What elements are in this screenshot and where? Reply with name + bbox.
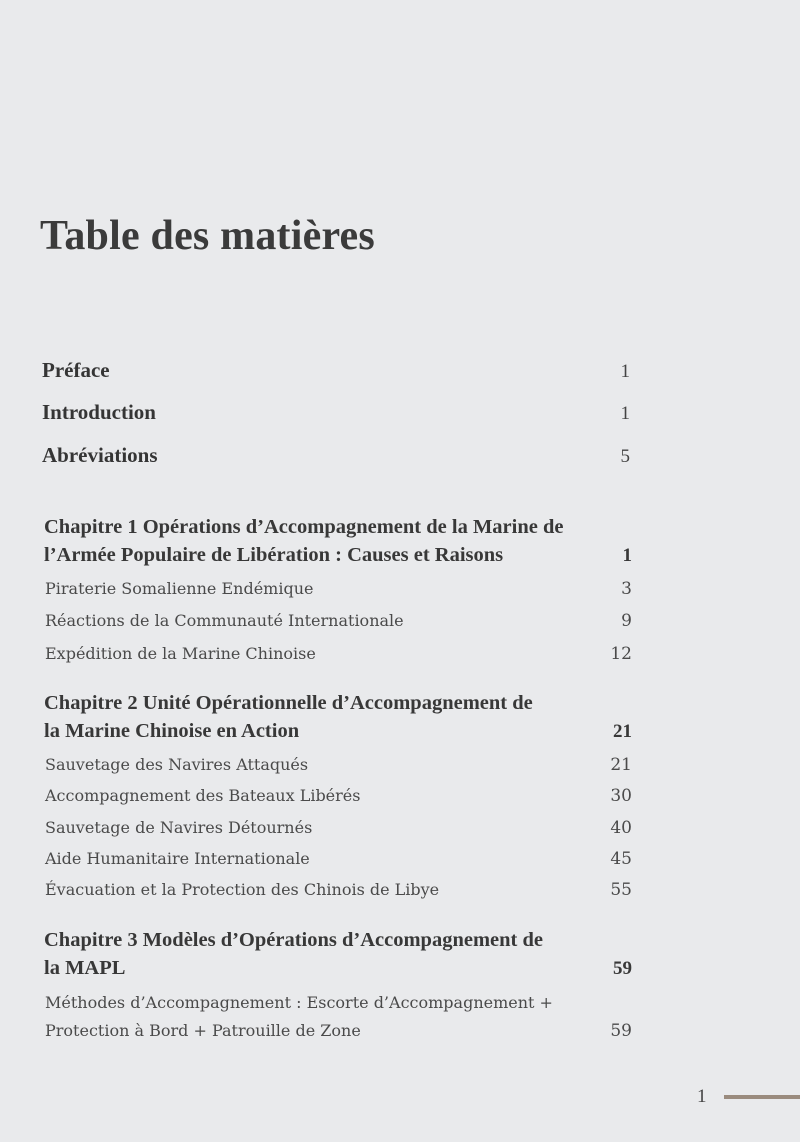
toc-chapter-1[interactable] (44, 513, 632, 570)
toc-section[interactable] (45, 818, 632, 838)
toc-entry-page: 1 (620, 403, 630, 424)
toc-entry-label: Préface (42, 358, 110, 382)
toc-section[interactable] (45, 644, 632, 664)
chapter-heading-line2: la Marine Chinoise en Action (44, 720, 300, 742)
chapter-heading-line1: Chapitre 1 Opérations d’Accompagnement de la Marine de (44, 516, 564, 538)
section-label: Sauvetage de Navires Détournés (45, 818, 313, 837)
page-title: Table des matières (40, 213, 375, 259)
section-label: Piraterie Somalienne Endémique (45, 579, 314, 598)
section-page: 55 (610, 880, 632, 900)
toc-entry-abreviations[interactable] (42, 443, 630, 468)
toc-section[interactable] (45, 989, 632, 1045)
section-label: Évacuation et la Protection des Chinois de Libye (45, 880, 440, 899)
chapter-page: 1 (622, 545, 632, 566)
page-number: 1 (697, 1086, 707, 1107)
toc-section[interactable] (45, 786, 632, 806)
toc-entry-preface[interactable] (42, 358, 630, 383)
section-page: 40 (610, 818, 632, 838)
section-page: 9 (621, 611, 632, 631)
toc-entry-page: 5 (620, 446, 630, 467)
chapter-heading-line1: Chapitre 2 Unité Opérationnelle d’Accompagnement de (44, 692, 533, 714)
toc-entry-label: Abréviations (42, 443, 158, 467)
section-page: 59 (610, 1021, 632, 1041)
chapter-heading-line1: Chapitre 3 Modèles d’Opérations d’Accompagnement de (44, 929, 543, 951)
toc-entry-page: 1 (620, 361, 630, 382)
chapter-page: 59 (613, 958, 632, 979)
chapter-heading-line2: la MAPL (44, 957, 126, 979)
section-label: Réactions de la Communauté Internationale (45, 611, 404, 630)
section-label: Accompagnement des Bateaux Libérés (45, 786, 361, 805)
toc-section[interactable] (45, 579, 632, 599)
section-page: 3 (621, 579, 632, 599)
toc-chapter-2[interactable] (44, 689, 632, 746)
toc-section[interactable] (45, 611, 632, 631)
section-page: 12 (610, 644, 632, 664)
section-label-line1: Méthodes d’Accompagnement : Escorte d’Accompagnement + (45, 993, 553, 1012)
chapter-page: 21 (613, 721, 632, 742)
footer-decorative-bar (724, 1095, 800, 1099)
toc-entry-label: Introduction (42, 400, 156, 424)
toc-section[interactable] (45, 880, 632, 900)
toc-entry-introduction[interactable] (42, 400, 630, 425)
section-page: 30 (610, 786, 632, 806)
section-label: Aide Humanitaire Internationale (45, 849, 310, 868)
section-label: Expédition de la Marine Chinoise (45, 644, 316, 663)
section-label: Sauvetage des Navires Attaqués (45, 755, 309, 774)
section-page: 45 (610, 849, 632, 869)
toc-section[interactable] (45, 849, 632, 869)
section-label-line2: Protection à Bord + Patrouille de Zone (45, 1021, 361, 1040)
section-page: 21 (610, 755, 632, 775)
toc-chapter-3[interactable] (44, 926, 632, 983)
chapter-heading-line2: l’Armée Populaire de Libération : Causes et Raisons (44, 544, 504, 566)
toc-section[interactable] (45, 755, 632, 775)
